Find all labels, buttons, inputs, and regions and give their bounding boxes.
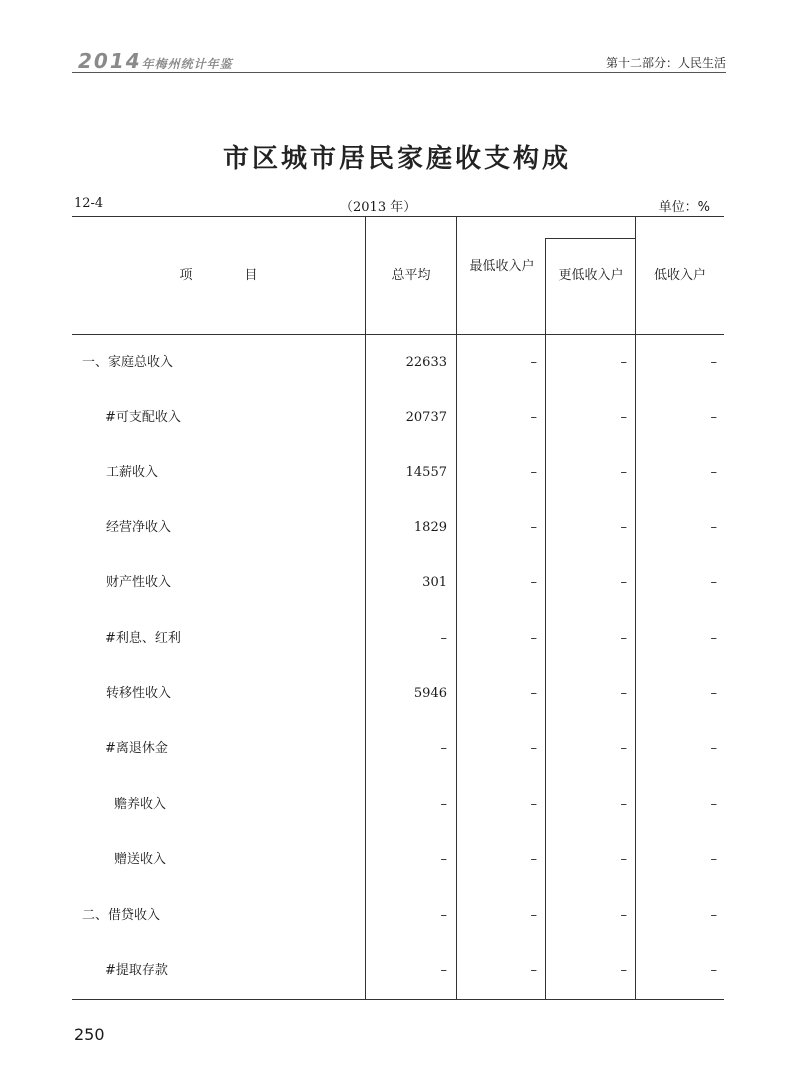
- column-divider: [635, 216, 636, 1000]
- row-label: 财产性收入: [106, 575, 172, 590]
- table-row: [72, 403, 724, 433]
- row-label: 工薪收入: [106, 465, 159, 480]
- column-header-low-income: 低收入户: [653, 268, 706, 283]
- header-book-title: 年梅州统计年鉴: [141, 57, 233, 71]
- table-bottom-rule: [72, 999, 724, 1000]
- cell-average: 22633: [405, 355, 447, 370]
- cell-lower: –: [620, 631, 627, 646]
- cell-lower: –: [620, 355, 627, 370]
- cell-low: –: [710, 852, 717, 867]
- column-header-lowest-income: 最低收入户: [469, 259, 535, 274]
- cell-lower: –: [620, 520, 627, 535]
- cell-lower: –: [620, 797, 627, 812]
- row-label: 二、借贷收入: [82, 908, 161, 923]
- cell-average: –: [440, 852, 447, 867]
- cell-lowest: –: [530, 465, 537, 480]
- cell-low: –: [710, 575, 717, 590]
- row-label: #可支配收入: [105, 410, 181, 425]
- cell-lowest: –: [530, 741, 537, 756]
- row-label: 赠送收入: [114, 852, 167, 867]
- cell-low: –: [710, 631, 717, 646]
- cell-low: –: [710, 410, 717, 425]
- cell-lowest: –: [530, 520, 537, 535]
- cell-lowest: –: [530, 410, 537, 425]
- subheader-rule: [545, 238, 635, 239]
- row-label: 经营净收入: [106, 520, 172, 535]
- page-number: 250: [74, 1025, 105, 1044]
- cell-low: –: [710, 355, 717, 370]
- cell-lower: –: [620, 686, 627, 701]
- unit-label: 单位：%: [658, 200, 710, 215]
- row-label: #利息、红利: [105, 631, 181, 646]
- row-label: #提取存款: [105, 963, 168, 978]
- cell-lowest: –: [530, 575, 537, 590]
- cell-average: 5946: [413, 686, 447, 701]
- page-title: 市区城市居民家庭收支构成: [222, 144, 571, 174]
- cell-lower: –: [620, 852, 627, 867]
- table-top-rule: [72, 216, 724, 217]
- row-label: 转移性收入: [106, 686, 172, 701]
- cell-low: –: [710, 520, 717, 535]
- table-row: [72, 513, 724, 543]
- row-label: 赡养收入: [114, 797, 167, 812]
- row-label: 一、家庭总收入: [82, 355, 174, 370]
- book-header: [78, 49, 233, 73]
- cell-low: –: [710, 465, 717, 480]
- cell-lowest: –: [530, 631, 537, 646]
- cell-low: –: [710, 686, 717, 701]
- cell-low: –: [710, 797, 717, 812]
- cell-average: –: [440, 741, 447, 756]
- table-number: 12-4: [74, 196, 104, 211]
- table-row: [72, 901, 724, 931]
- cell-average: 301: [422, 575, 447, 590]
- column-divider: [365, 216, 366, 1000]
- table-row: [72, 734, 724, 764]
- cell-lowest: –: [530, 852, 537, 867]
- cell-lower: –: [620, 410, 627, 425]
- table-row: [72, 845, 724, 875]
- cell-lower: –: [620, 908, 627, 923]
- cell-lowest: –: [530, 908, 537, 923]
- section-title: 第十二部分：人民生活: [605, 56, 726, 70]
- column-divider: [456, 216, 457, 1000]
- cell-lowest: –: [530, 355, 537, 370]
- cell-low: –: [710, 963, 717, 978]
- cell-lowest: –: [530, 686, 537, 701]
- cell-average: 1829: [413, 520, 447, 535]
- table-row: [72, 568, 724, 598]
- cell-low: –: [710, 908, 717, 923]
- cell-lowest: –: [530, 797, 537, 812]
- cell-average: 14557: [405, 465, 447, 480]
- header-bottom-rule: [72, 334, 724, 335]
- table-row: [72, 458, 724, 488]
- row-label: #离退休金: [105, 741, 168, 756]
- table-row: [72, 348, 724, 378]
- year-note: （2013 年）: [340, 200, 417, 215]
- cell-average: –: [440, 908, 447, 923]
- cell-lower: –: [620, 575, 627, 590]
- table-row: [72, 790, 724, 820]
- cell-lower: –: [620, 741, 627, 756]
- column-header-average: 总平均: [391, 268, 431, 283]
- table-row: [72, 624, 724, 654]
- cell-average: –: [440, 797, 447, 812]
- cell-average: –: [440, 631, 447, 646]
- cell-lower: –: [620, 465, 627, 480]
- table-row: [72, 679, 724, 709]
- column-header-lower-income: 更低收入户: [558, 268, 624, 283]
- cell-average: –: [440, 963, 447, 978]
- cell-lower: –: [620, 963, 627, 978]
- cell-average: 20737: [405, 410, 447, 425]
- header-divider: [72, 72, 726, 73]
- cell-lowest: –: [530, 963, 537, 978]
- column-header-item: 项 目: [179, 268, 258, 283]
- cell-low: –: [710, 741, 717, 756]
- header-year: 2014: [78, 49, 142, 73]
- table-row: [72, 956, 724, 986]
